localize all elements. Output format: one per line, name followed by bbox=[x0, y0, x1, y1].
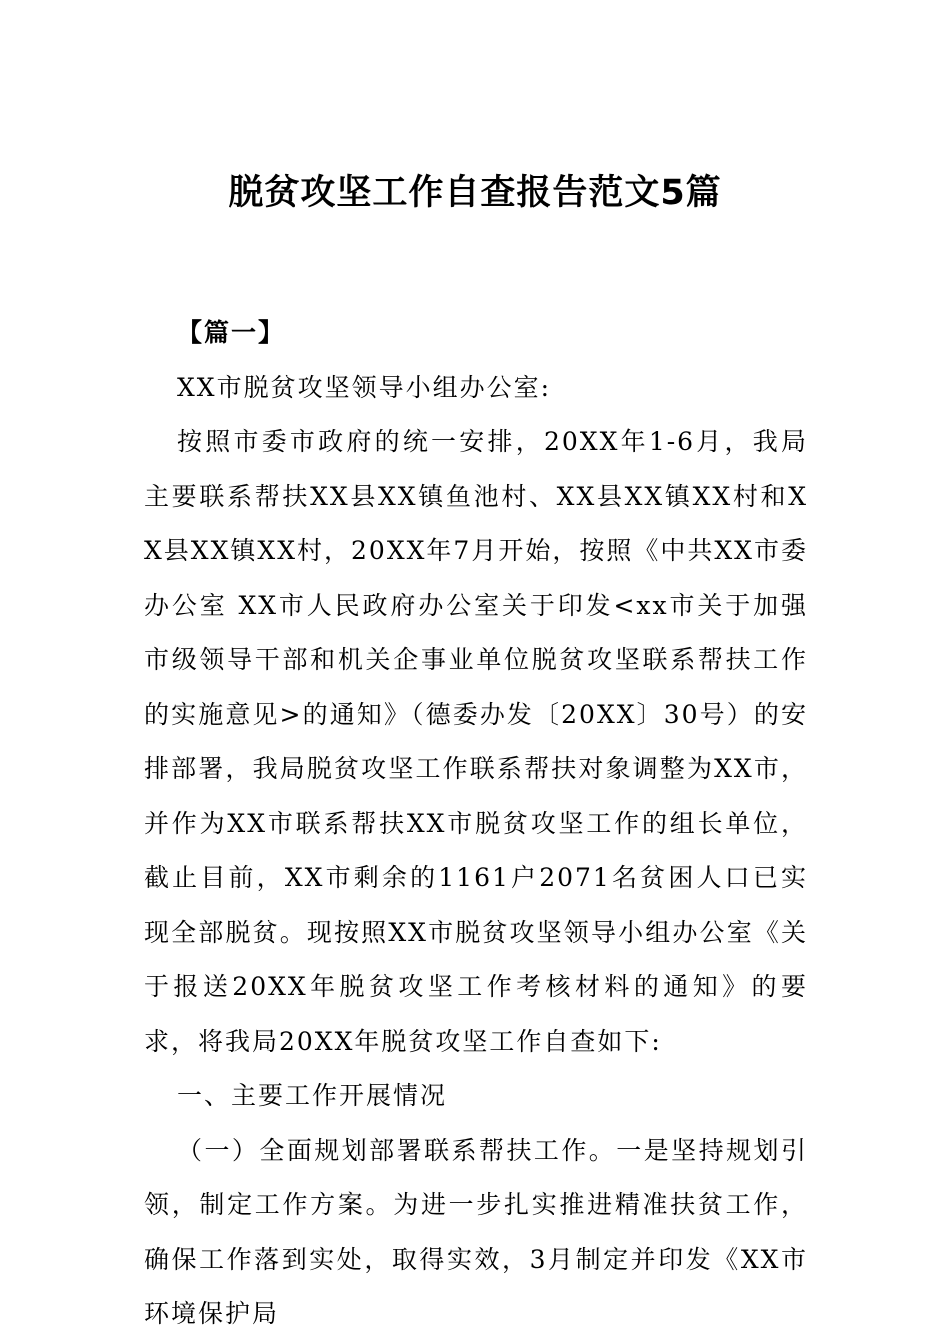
document-title: 脱贫攻坚工作自查报告范文5篇 bbox=[228, 173, 722, 214]
intro-paragraph: 按照市委市政府的统一安排，20XX年1-6月，我局主要联系帮扶XX县XX镇鱼池村、XX县XX镇XX村和XX县XX镇XX村，20XX年7月开始，按照《中共XX市委办公室 XX市人民政府办公室关于印发<xx市关于加强市级领导干部和机关企事业单位脱贫攻坚联系帮扶工作的实施意见>的通知》（德委办发〔20XX〕30号）的安排部署，我局脱贫攻坚工作联系帮扶对象调整为XX市，并作为XX市联系帮扶XX市脱贫攻坚工作的组长单位，截止目前，XX市剩余的1161户2071名贫困人口已实现全部脱贫。现按照XX市脱贫攻坚领导小组办公室《关于报送20XX年脱贫攻坚工作考核材料的通知》的要求，将我局20XX年脱贫攻坚工作自查如下: bbox=[144, 427, 808, 1056]
section-label: 【篇一】 bbox=[177, 318, 286, 347]
addressee-line: XX市脱贫攻坚领导小组办公室: bbox=[177, 372, 552, 402]
document-body bbox=[144, 306, 808, 1342]
work-paragraph: （一）全面规划部署联系帮扶工作。一是坚持规划引领，制定工作方案。为进一步扎实推进精准扶贫工作，确保工作落到实处，取得实效，3月制定并印发《XX市环境保护局 bbox=[144, 1135, 808, 1328]
section-heading: 一、主要工作开展情况 bbox=[177, 1081, 448, 1110]
